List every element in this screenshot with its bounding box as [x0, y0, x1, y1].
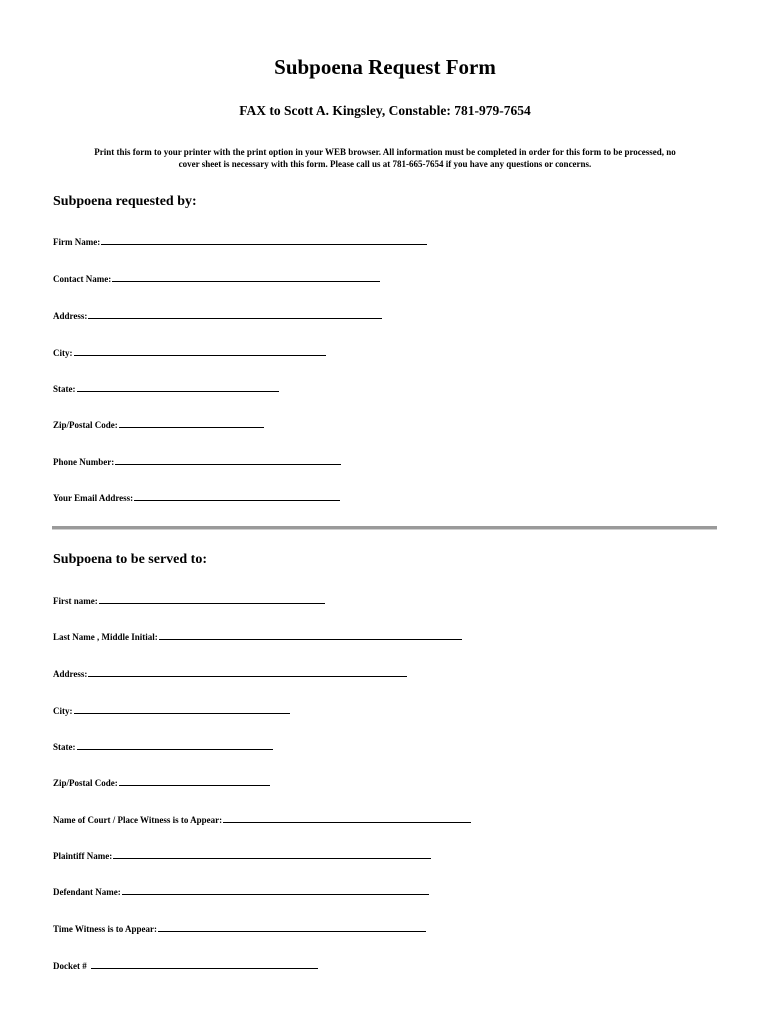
fill-line[interactable] — [99, 595, 325, 604]
field-served-city[interactable] — [53, 705, 290, 716]
field-phone[interactable] — [53, 456, 341, 467]
field-contact-name[interactable] — [53, 273, 380, 284]
field-label: Phone Number: — [53, 457, 115, 467]
field-time[interactable] — [53, 923, 426, 934]
fill-line[interactable] — [223, 814, 471, 823]
field-served-state[interactable] — [53, 741, 273, 752]
field-last-name[interactable] — [53, 631, 462, 642]
field-label: First name: — [53, 596, 98, 606]
fill-line[interactable] — [119, 419, 264, 428]
field-plaintiff[interactable] — [53, 850, 431, 861]
field-label: City: — [53, 706, 73, 716]
field-label: Firm Name: — [53, 237, 101, 247]
field-docket[interactable] — [53, 960, 318, 971]
field-court[interactable] — [53, 814, 471, 825]
field-label: State: — [53, 384, 76, 394]
field-served-zip[interactable] — [53, 777, 270, 788]
section-divider — [52, 526, 717, 530]
field-email[interactable] — [53, 492, 340, 503]
field-state[interactable] — [53, 383, 279, 394]
field-label: Plaintiff Name: — [53, 851, 113, 861]
field-label: Address: — [53, 311, 88, 321]
field-label: Your Email Address: — [53, 493, 134, 503]
form-title: Subpoena Request Form — [274, 55, 496, 79]
fill-line[interactable] — [101, 236, 427, 245]
fill-line[interactable] — [159, 631, 462, 640]
field-address[interactable] — [53, 310, 382, 321]
field-label: Zip/Postal Code: — [53, 778, 118, 788]
instructions-line-2: cover sheet is necessary with this form. Please call us at 781-665-7654 if you have any questions or concerns. — [178, 159, 592, 169]
fax-line: FAX to Scott A. Kingsley, Constable: 781-979-7654 — [239, 103, 531, 118]
field-firm-name[interactable] — [53, 236, 427, 247]
fill-line[interactable] — [77, 383, 279, 392]
field-label: Name of Court / Place Witness is to Appear: — [53, 815, 223, 825]
fill-line[interactable] — [88, 668, 407, 677]
field-label: State: — [53, 742, 76, 752]
fill-line[interactable] — [74, 705, 290, 714]
fill-line[interactable] — [119, 777, 270, 786]
field-label: Defendant Name: — [53, 887, 121, 897]
fill-line[interactable] — [134, 492, 340, 501]
fill-line[interactable] — [122, 886, 429, 895]
section-heading-requested-by: Subpoena requested by: — [53, 194, 197, 209]
fill-line[interactable] — [115, 456, 341, 465]
instructions — [50, 146, 720, 170]
section-heading-served-to: Subpoena to be served to: — [53, 552, 208, 567]
fill-line[interactable] — [158, 923, 426, 932]
field-label: City: — [53, 348, 73, 358]
fill-line[interactable] — [77, 741, 273, 750]
field-label: Zip/Postal Code: — [53, 420, 118, 430]
field-first-name[interactable] — [53, 595, 325, 606]
field-label: Last Name , Middle Initial: — [53, 632, 158, 642]
field-zip[interactable] — [53, 419, 264, 430]
fill-line[interactable] — [112, 273, 380, 282]
fill-line[interactable] — [113, 850, 431, 859]
field-label: Docket # — [53, 961, 87, 971]
field-label: Contact Name: — [53, 274, 112, 284]
field-city[interactable] — [53, 347, 326, 358]
fill-line[interactable] — [91, 960, 318, 969]
field-label: Address: — [53, 669, 88, 679]
instructions-line-1: Print this form to your printer with the print option in your WEB browser. All information must be completed in order for this form to be processed, no — [94, 147, 676, 157]
fill-line[interactable] — [74, 347, 326, 356]
field-defendant[interactable] — [53, 886, 429, 897]
field-label: Time Witness is to Appear: — [53, 924, 158, 934]
fill-line[interactable] — [88, 310, 382, 319]
field-served-address[interactable] — [53, 668, 407, 679]
